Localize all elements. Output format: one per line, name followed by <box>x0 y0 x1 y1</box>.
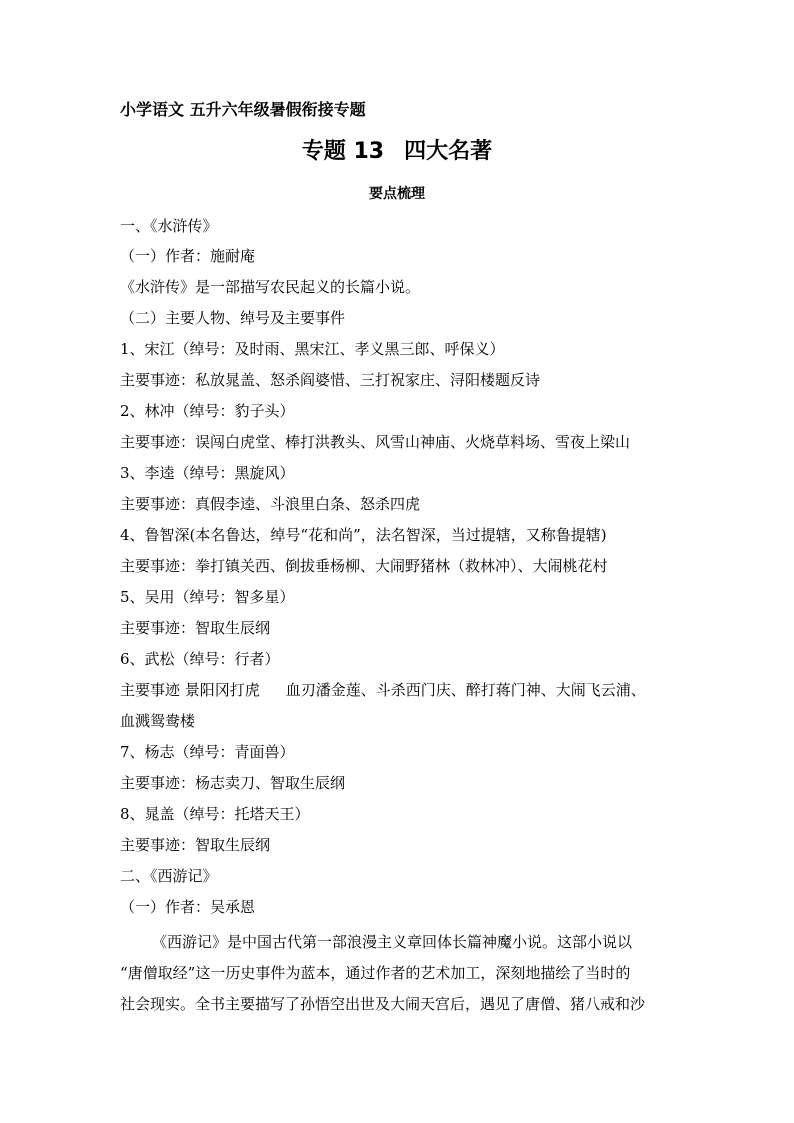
paragraph-line: 社会现实。全书主要描写了孙悟空出世及大闹天宫后，遇见了唐僧、猪八戒和沙 <box>120 995 646 1013</box>
text-line: 3、李逵（绰号：黑旋风） <box>120 464 295 482</box>
text-line: 5、吴用（绰号：智多星） <box>120 588 295 606</box>
title-topic-number: 专题 13 <box>301 139 385 164</box>
text-line: 一、《水浒传》 <box>120 217 218 235</box>
text-line: 主要事迹：杨志卖刀、智取生辰纲 <box>120 774 346 792</box>
text-line: 主要事迹：智取生辰纲 <box>120 619 271 637</box>
text-line: 8、晁盖（绰号：托塔天王） <box>120 805 310 823</box>
text-line: 主要事迹：拳打镇关西、倒拔垂杨柳、大闹野猪林（救林冲）、大闹桃花村 <box>120 557 608 575</box>
text-line: 7、杨志（绰号：青面兽） <box>120 743 295 761</box>
document-header: 小学语文 五升六年级暑假衔接专题 <box>120 100 366 119</box>
page-title <box>0 138 794 166</box>
text-line: 二、《西游记》 <box>120 867 218 885</box>
text-line: 6、武松（绰号：行者） <box>120 650 280 668</box>
paragraph-line: 《西游记》是中国古代第一部浪漫主义章回体长篇神魔小说。这部小说以 <box>152 933 633 951</box>
text-line: 主要事迹：真假李逵、斗浪里白条、怒杀四虎 <box>120 495 421 513</box>
text-line: 2、林冲（绰号：豹子头） <box>120 402 295 420</box>
paragraph-line: “唐僧取经”这一历史事件为蓝本，通过作者的艺术加工，深刻地描绘了当时的 <box>120 964 631 982</box>
text-line: 血溅鸳鸯楼 <box>120 712 196 730</box>
text-line: 主要事迹：智取生辰纲 <box>120 836 271 854</box>
text-line: （一）作者：施耐庵 <box>120 247 256 265</box>
title-topic-name: 四大名著 <box>404 139 493 164</box>
text-line: 《水浒传》是一部描写农民起义的长篇小说。 <box>120 278 421 296</box>
text-line: （一）作者：吴承恩 <box>120 898 256 916</box>
text-line: （二）主要人物、绰号及主要事件 <box>120 309 346 327</box>
wusong-deeds-prefix: 主要事迹 景阳冈打虎 <box>120 681 260 699</box>
text-line: 主要事迹：私放晁盖、怒杀阎婆惜、三打祝家庄、浔阳楼题反诗 <box>120 371 541 389</box>
text-line: 1、宋江（绰号：及时雨、黑宋江、孝义黑三郎、呼保义） <box>120 340 505 358</box>
text-line: 主要事迹：误闯白虎堂、棒打洪教头、风雪山神庙、火烧草料场、雪夜上梁山 <box>120 433 631 451</box>
text-line-wusong <box>120 680 680 700</box>
text-line: 4、鲁智深(本名鲁达，绰号“花和尚”，法名智深，当过提辖，又称鲁提辖) <box>120 526 607 544</box>
wusong-deeds-rest: 血刃潘金莲、斗杀西门庆、醉打蒋门神、大闹飞云浦、 <box>285 681 646 699</box>
section-subtitle: 要点梳理 <box>369 186 425 202</box>
